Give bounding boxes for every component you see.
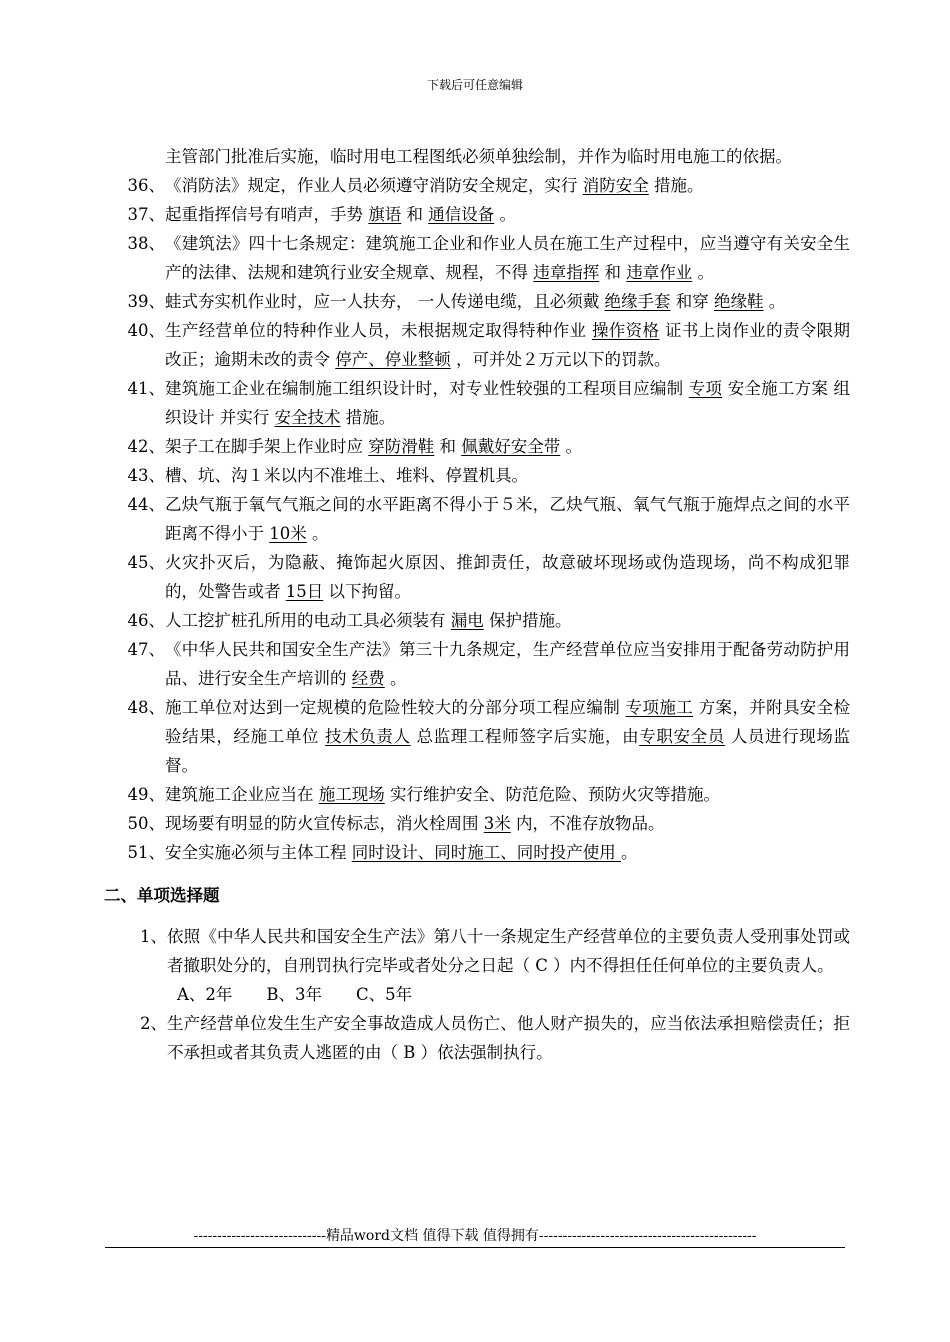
item-text-segment: 保护措施。 — [483, 611, 572, 630]
question-text: 生产经营单位发生生产安全事故造成人员伤亡、他人财产损失的，应当依法承担赔偿责任；拒不承担或者其负责人逃匿的由（ B ）依法强制执行。 — [167, 1014, 850, 1062]
item-number: 43、 — [127, 466, 165, 485]
answer-blank: 绝缘手套 — [604, 292, 671, 311]
item-text-segment: 。 — [494, 205, 516, 224]
answer-blank: 旗语 — [368, 205, 402, 224]
answer-blank: 穿防滑鞋 — [368, 437, 435, 456]
item-number: 47、 — [127, 640, 165, 659]
item-text — [165, 809, 850, 838]
list-item — [110, 548, 850, 606]
answer-blank: 绝缘鞋 — [714, 292, 764, 311]
item-text-segment: 。 — [692, 263, 714, 282]
item-text-segment: 建筑施工企业应当在 — [165, 785, 319, 804]
answer-blank: 经费 — [351, 669, 385, 688]
item-text-segment: 总监理工程师签字后实施，由 — [410, 727, 640, 746]
answer-blank: 施工现场 — [318, 785, 385, 804]
answer-blank: 违章作业 — [626, 263, 693, 282]
answer-blank: 违章指挥 — [533, 263, 600, 282]
item-text-segment: 人工挖扩桩孔所用的电动工具必须装有 — [165, 611, 451, 630]
footer-text: ----------------------------精品word文档 值得下载 值得拥有---------------------------------------------- — [193, 1228, 757, 1244]
answer-blank: 技术负责人 — [325, 727, 411, 746]
list-item — [110, 838, 850, 867]
item-text-segment: 槽、坑、沟１米以内不准堆土、堆料、停置机具。 — [165, 466, 528, 485]
question-number: 2、 — [140, 1014, 167, 1033]
continuation-paragraph: 主管部门批准后实施，临时用电工程图纸必须单独绘制，并作为临时用电施工的依据。 — [165, 147, 792, 166]
item-text — [165, 461, 850, 490]
answer-blank: 10米 — [269, 524, 307, 543]
item-text-segment: 和 — [434, 437, 462, 456]
item-text-segment: 。 — [763, 292, 786, 311]
item-text-segment: 建筑施工企业在编制施工组织设计时，对专业性较强的工程项目应编制 — [165, 379, 689, 398]
item-text-segment: 方案，并附具安全检验结果，经施工单位 — [165, 698, 851, 746]
item-number: 40、 — [127, 321, 165, 340]
item-text-segment: 实行维护安全、防范危险、预防火灾等措施。 — [384, 785, 720, 804]
item-number: 42、 — [127, 437, 165, 456]
list-item — [110, 490, 850, 548]
item-text-segment: 和穿 — [670, 292, 714, 311]
answer-blank: 同时设计、同时施工、同时投产使用 — [351, 843, 621, 862]
item-number: 44、 — [127, 495, 165, 514]
answer-blank: 15日 — [285, 582, 324, 601]
list-item — [110, 374, 850, 432]
answer-blank: 安全技术 — [274, 408, 341, 427]
item-number: 38、 — [127, 234, 165, 253]
item-text — [165, 200, 850, 229]
list-item — [110, 461, 850, 490]
document-body — [104, 142, 851, 1067]
question-item — [110, 922, 850, 980]
item-text-segment: ，可并处２万元以下的罚款。 — [450, 350, 671, 369]
item-text-segment: 安全施工方案 组织设计 并实行 — [165, 379, 851, 427]
section-title: 二、单项选择题 — [104, 886, 220, 905]
item-text-segment: 《中华人民共和国安全生产法》第三十九条规定，生产经营单位应当安排用于配备劳动防护用品、进行安全生产培训的 — [165, 640, 850, 688]
item-number: 41、 — [127, 379, 165, 398]
answer-blank: 专项施工 — [625, 698, 694, 717]
option-label: C、5年 — [356, 985, 413, 1004]
item-text — [165, 693, 850, 780]
item-number: 39、 — [127, 292, 165, 311]
list-item — [110, 693, 850, 780]
option-label: B、3年 — [266, 985, 323, 1004]
item-text-segment: 架子工在脚手架上作业时应 — [165, 437, 369, 456]
item-text-segment: 以下拘留。 — [323, 582, 411, 601]
item-text-segment: 施工单位对达到一定规模的危险性较大的分部分项工程应编制 — [165, 698, 626, 717]
question-text: 依照《中华人民共和国安全生产法》第八十一条规定生产经营单位的主要负责人受刑事处罚或者撤职处分的，自刑罚执行完毕或者处分之日起（ C ）内不得担任任何单位的主要负责人。 — [167, 927, 850, 975]
item-text-segment: 。 — [306, 524, 329, 543]
question-options — [177, 980, 850, 1009]
item-text-segment: 证书上岗作业的责令限期改正；逾期未改的责令 — [165, 321, 851, 369]
item-text — [165, 374, 850, 432]
list-item — [110, 287, 850, 316]
item-text-segment: 《建筑法》四十七条规定：建筑施工企业和作业人员在施工生产过程中，应当遵守有关安全生产的法律、法规和建筑行业安全规章、规程，不得 — [165, 234, 850, 282]
fill-blank-list — [110, 171, 850, 867]
item-text-segment: 措施。 — [648, 176, 704, 195]
list-item — [110, 606, 850, 635]
answer-blank: 佩戴好安全带 — [461, 437, 561, 456]
list-item — [110, 171, 850, 200]
item-text-segment: 措施。 — [340, 408, 396, 427]
question-item — [110, 1009, 850, 1067]
answer-blank: 停产、停业整顿 — [335, 350, 451, 369]
item-text-segment: 火灾扑灭后，为隐蔽、掩饰起火原因、推卸责任，故意破坏现场或伪造现场，尚不构成犯罪的，处警告或者 — [165, 553, 850, 601]
page-header: 下载后可任意编辑 — [426, 78, 523, 92]
item-number: 48、 — [127, 698, 165, 717]
item-text-segment: 安全实施必须与主体工程 — [165, 843, 352, 862]
item-text-segment: 。 — [560, 437, 582, 456]
item-text — [165, 635, 850, 693]
list-item — [110, 780, 850, 809]
item-text — [165, 838, 850, 867]
item-text-segment: 现场要有明显的防火宣传标志，消火栓周围 — [165, 814, 484, 833]
item-number: 49、 — [127, 785, 165, 804]
item-text — [165, 780, 850, 809]
item-text-segment: 。 — [621, 843, 638, 862]
answer-blank: 3米 — [483, 814, 511, 833]
item-text-segment: 内，不准存放物品。 — [510, 814, 665, 833]
item-text — [165, 548, 850, 606]
item-text — [165, 316, 850, 374]
item-text-segment: 《消防法》规定，作业人员必须遵守消防安全规定，实行 — [165, 176, 583, 195]
list-item — [110, 809, 850, 838]
item-text — [165, 229, 850, 287]
answer-blank: 漏电 — [450, 611, 484, 630]
list-item — [110, 432, 850, 461]
item-number: 37、 — [127, 205, 165, 224]
item-number: 45、 — [127, 553, 165, 572]
item-text-segment: 蛙式夯实机作业时，应一人扶夯， 一人传递电缆，且必须戴 — [165, 292, 605, 311]
item-text-segment: 人员进行现场监督。 — [165, 727, 851, 775]
list-item — [110, 635, 850, 693]
question-number: 1、 — [140, 927, 167, 946]
item-text-segment: 和 — [401, 205, 429, 224]
footer-divider — [105, 1247, 845, 1248]
answer-blank: 通信设备 — [428, 205, 495, 224]
item-text-segment: 。 — [384, 669, 407, 688]
item-text-segment: 生产经营单位的特种作业人员，未根据规定取得特种作业 — [165, 321, 592, 340]
item-text — [165, 606, 850, 635]
list-item — [110, 316, 850, 374]
item-text-segment: 起重指挥信号有哨声，手势 — [165, 205, 369, 224]
item-text — [165, 432, 850, 461]
item-number: 50、 — [127, 814, 165, 833]
answer-blank: 专项 — [688, 379, 723, 398]
list-item — [110, 200, 850, 229]
choice-question-list — [110, 922, 850, 1067]
item-text — [165, 287, 850, 316]
answer-blank: 操作资格 — [591, 321, 660, 340]
list-item — [110, 229, 850, 287]
item-text-segment: 乙炔气瓶于氧气气瓶之间的水平距离不得小于５米，乙炔气瓶、氧气气瓶于施焊点之间的水平距离不得小于 — [165, 495, 850, 543]
option-label: A、2年 — [177, 985, 233, 1004]
item-text — [165, 490, 850, 548]
item-number: 46、 — [127, 611, 165, 630]
item-text-segment: 和 — [599, 263, 627, 282]
item-number: 51、 — [127, 843, 165, 862]
item-text — [165, 171, 850, 200]
answer-blank: 专职安全员 — [639, 727, 725, 746]
item-number: 36、 — [127, 176, 165, 195]
answer-blank: 消防安全 — [582, 176, 649, 195]
